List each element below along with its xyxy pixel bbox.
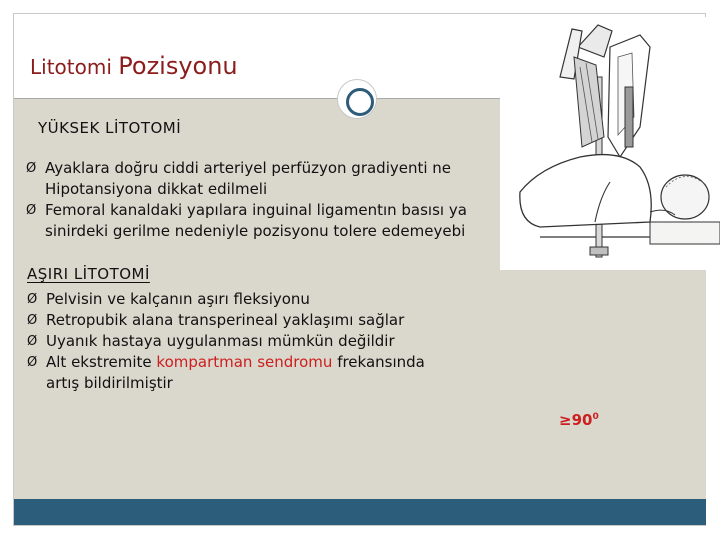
highlighted-term: kompartman sendromu (156, 353, 333, 371)
angle-value: ≥90 (559, 411, 593, 429)
bullet-line: sinirdeki gerilme nedeniyle pozisyonu tolere edemeyebi (45, 222, 466, 240)
title-part1: Litotomi (30, 55, 119, 79)
lithotomy-position-illustration (500, 17, 720, 270)
list-item (27, 352, 497, 394)
bullet-arrow-icon: Ø (26, 161, 37, 176)
angle-note (559, 411, 599, 429)
bullet-text-after: frekansında (332, 353, 425, 371)
bullet-line: Femoral kanaldaki yapılara inguinal ligamentın basısı ya (45, 201, 467, 219)
slide-title (30, 52, 238, 80)
high-lithotomy-list (26, 158, 526, 242)
bullet-arrow-icon: Ø (27, 292, 38, 307)
bullet-arrow-icon: Ø (26, 203, 37, 218)
section-heading-high-lithotomy: YÜKSEK LİTOTOMİ (38, 119, 182, 137)
list-item (27, 310, 497, 331)
title-part2: Pozisyonu (118, 52, 238, 80)
footer-bar (14, 499, 706, 525)
bullet-arrow-icon: Ø (27, 313, 38, 328)
list-item (27, 331, 497, 352)
lithotomy-drawing-icon (500, 17, 720, 270)
section-heading-extreme-lithotomy: AŞIRI LİTOTOMİ (27, 265, 150, 283)
bullet-text: Uyanık hastaya uygulanması mümkün değildir (46, 332, 395, 350)
bullet-arrow-icon: Ø (27, 355, 38, 370)
bullet-line: artış bildirilmiştir (46, 374, 173, 392)
list-item (26, 200, 526, 242)
angle-superscript: 0 (592, 412, 599, 422)
extreme-lithotomy-list (27, 289, 497, 394)
bullet-line: Ayaklara doğru ciddi arteriyel perfüzyon gradiyenti ne (45, 159, 452, 177)
bullet-text: Pelvisin ve kalçanın aşırı fleksiyonu (46, 290, 310, 308)
list-item (26, 158, 526, 200)
bullet-arrow-icon: Ø (27, 334, 38, 349)
bullet-text: Retropubik alana transperineal yaklaşımı sağlar (46, 311, 405, 329)
bullet-line: Hipotansiyona dikkat edilmeli (45, 180, 268, 198)
list-item (27, 289, 497, 310)
circle-ring (346, 88, 374, 116)
bullet-text-before: Alt ekstremite (46, 353, 157, 371)
decorative-circle-icon (337, 79, 377, 119)
